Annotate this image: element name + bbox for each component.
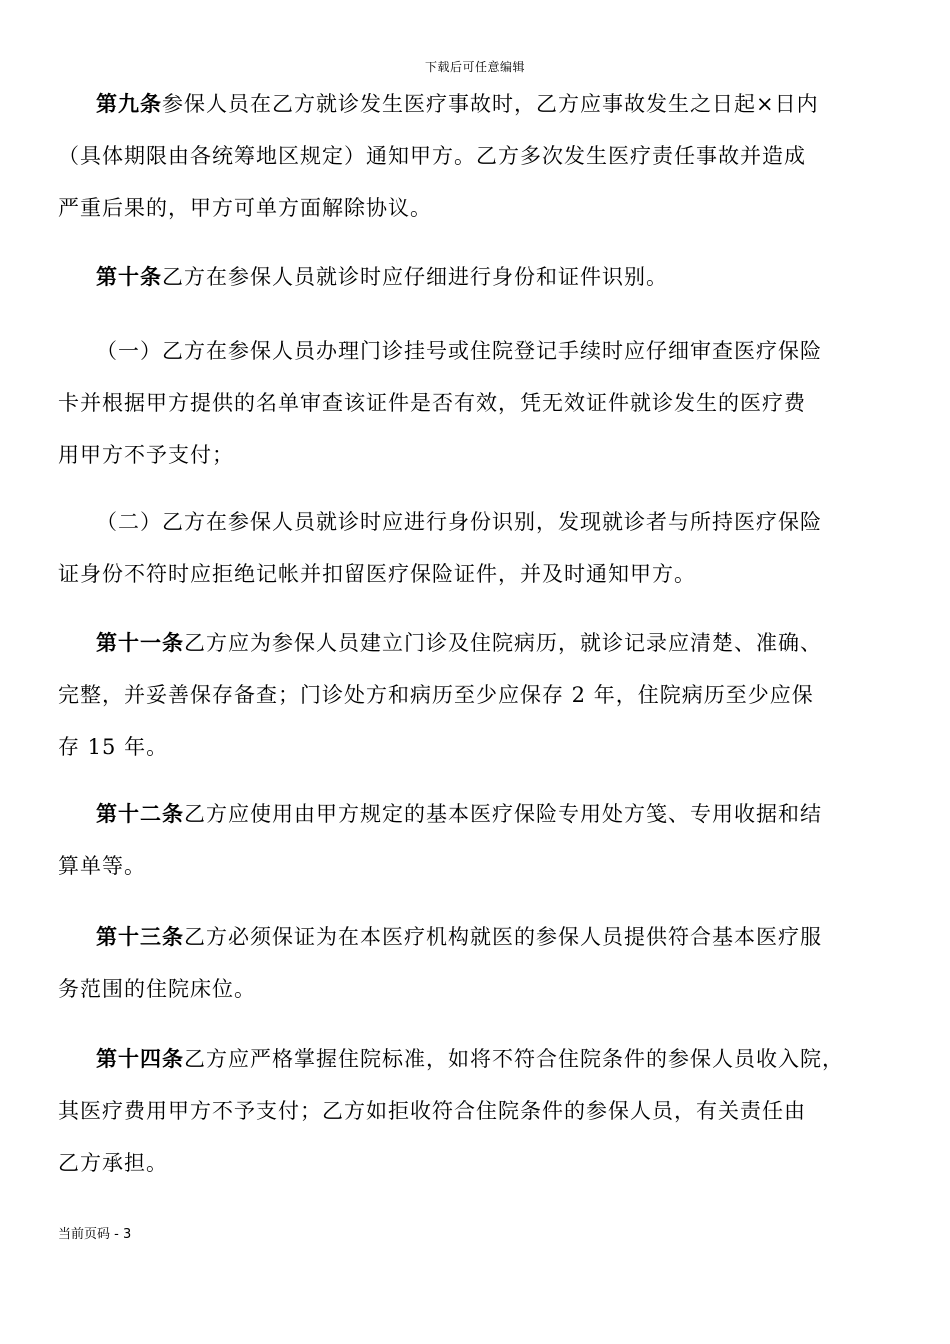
paragraph-text: 乙方应为参保人员建立门诊及住院病历，就诊记录应清楚、准确、 — [184, 631, 822, 655]
paragraph-first-line — [58, 251, 898, 303]
paragraph-first-line: （二）乙方在参保人员就诊时应进行身份识别，发现就诊者与所持医疗保险 — [96, 510, 822, 534]
article-number: 第九条 — [96, 91, 162, 116]
paragraph-text: 乙方应严格掌握住院标准，如将不符合住院条件的参保人员收入院， — [184, 1047, 844, 1071]
article-12-paragraph — [58, 788, 898, 892]
paragraph-line: 其医疗费用甲方不予支付；乙方如拒收符合住院条件的参保人员，有关责任由 — [58, 1099, 806, 1123]
paragraph-first-line — [58, 788, 898, 840]
header-note: 下载后可任意编辑 — [424, 60, 525, 74]
paragraph-text: 乙方在参保人员就诊时应仔细进行身份和证件识别。 — [162, 265, 668, 289]
paragraph-line: 乙方承担。 — [58, 1151, 168, 1175]
paragraph-line: 算单等。 — [58, 854, 146, 878]
paragraph-text: 乙方必须保证为在本医疗机构就医的参保人员提供符合基本医疗服 — [184, 925, 822, 949]
paragraph-text: 乙方应使用由甲方规定的基本医疗保险专用处方笺、专用收据和结 — [184, 802, 822, 826]
paragraph-first-line — [58, 911, 898, 963]
paragraph-first-line — [58, 1033, 898, 1085]
article-13-paragraph — [58, 911, 898, 1015]
paragraph-first-line: （一）乙方在参保人员办理门诊挂号或住院登记手续时应仔细审查医疗保险 — [96, 339, 822, 363]
article-10-item-1 — [58, 325, 898, 481]
article-number: 第十一条 — [96, 630, 184, 655]
paragraph-line: 严重后果的，甲方可单方面解除协议。 — [58, 196, 432, 220]
paragraph-line: 存 15 年。 — [58, 735, 169, 759]
paragraph-line: 完整，并妥善保存备查；门诊处方和病历至少应保存 2 年，住院病历至少应保 — [58, 683, 814, 707]
article-10-paragraph — [58, 251, 898, 303]
paragraph-line: 务范围的住院床位。 — [58, 977, 256, 1001]
paragraph-text: 参保人员在乙方就诊发生医疗事故时，乙方应事故发生之日起×日内 — [162, 92, 819, 116]
article-number: 第十四条 — [96, 1046, 184, 1071]
paragraph-line: 证身份不符时应拒绝记帐并扣留医疗保险证件，并及时通知甲方。 — [58, 562, 696, 586]
paragraph-first-line — [58, 78, 898, 130]
page-number-footer: 当前页码 - 3 — [58, 1227, 132, 1242]
article-10-item-2 — [58, 496, 898, 600]
article-11-paragraph — [58, 617, 898, 773]
article-number: 第十条 — [96, 264, 162, 289]
article-number: 第十二条 — [96, 801, 184, 826]
paragraph-line: 卡并根据甲方提供的名单审查该证件是否有效，凭无效证件就诊发生的医疗费 — [58, 391, 806, 415]
article-number: 第十三条 — [96, 924, 184, 949]
paragraph-first-line — [58, 617, 898, 669]
article-9-paragraph — [58, 78, 898, 234]
paragraph-line: （具体期限由各统筹地区规定）通知甲方。乙方多次发生医疗责任事故并造成 — [58, 144, 806, 168]
paragraph-line: 用甲方不予支付； — [58, 443, 234, 467]
article-14-paragraph — [58, 1033, 898, 1189]
